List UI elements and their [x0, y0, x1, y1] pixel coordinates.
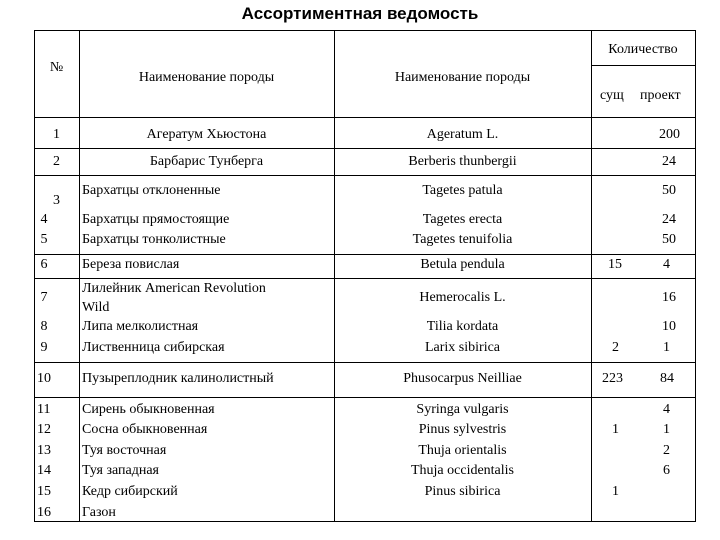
row-name-lat: Betula pendula	[420, 257, 505, 272]
row-name-ru: Туя западная	[82, 463, 159, 478]
row-project: 84	[660, 371, 674, 386]
row-project: 2	[663, 443, 670, 458]
row-num: 6	[40, 257, 48, 272]
header-project: проект	[640, 88, 681, 103]
row-name-ru: Агератум Хьюстона	[146, 127, 267, 142]
row-name-ru: Сосна обыкновенная	[82, 422, 208, 437]
row-existing: 223	[602, 371, 623, 386]
row-name-lat: Pinus sylvestris	[418, 422, 507, 437]
header-name-ru: Наименование породы	[138, 70, 275, 85]
row-name-ru: Бархатцы тонколистные	[82, 232, 226, 247]
row-name-lat: Hemerocalis L.	[419, 290, 506, 305]
row-project: 24	[662, 154, 676, 169]
row-name-ru: Липа мелколистная	[82, 319, 199, 334]
row-project: 6	[663, 463, 670, 478]
row-num: 10	[37, 371, 51, 386]
row-name-ru: Лиственница сибирская	[82, 340, 225, 355]
row-name-lat: Tagetes patula	[422, 183, 503, 198]
row-project: 24	[662, 212, 676, 227]
row-name-lat: Tagetes tenuifolia	[412, 232, 513, 247]
row-num: 15	[37, 484, 51, 499]
row-name-ru: Лилейник American Revolution	[82, 281, 266, 296]
row-name-lat: Larix sibirica	[424, 340, 501, 355]
row-name-lat: Thuja orientalis	[418, 443, 507, 458]
row-name-ru: Газон	[82, 505, 116, 520]
row-name-ru: Бархатцы отклоненные	[82, 183, 221, 198]
row-name-lat: Phusocarpus Neilliae	[403, 371, 522, 386]
row-num: 1	[53, 127, 60, 142]
row-num: 9	[40, 340, 48, 355]
row-project: 4	[663, 402, 670, 417]
row-num: 2	[53, 154, 60, 169]
row-num: 13	[37, 443, 51, 458]
row-num: 12	[37, 422, 51, 437]
row-existing: 1	[612, 484, 619, 499]
page-title: Ассортиментная ведомость	[241, 4, 479, 23]
row-name-ru: Сирень обыкновенная	[82, 402, 215, 417]
row-num: 3	[53, 193, 60, 208]
row-num: 5	[40, 232, 48, 247]
row-name-ru: Бархатцы прямостоящие	[82, 212, 230, 227]
row-project: 50	[662, 232, 676, 247]
row-existing: 1	[612, 422, 619, 437]
row-project: 200	[659, 127, 680, 142]
row-name-ru: Барбарис Тунберга	[149, 154, 264, 169]
row-num: 11	[37, 402, 51, 417]
row-project: 50	[662, 183, 676, 198]
row-num: 7	[40, 290, 48, 305]
row-name-lat: Ageratum L.	[426, 127, 499, 142]
header-num: №	[49, 60, 64, 75]
row-name-ru: Туя восточная	[82, 443, 167, 458]
header-quantity: Количество	[608, 42, 678, 57]
header-existing: сущ	[600, 88, 624, 103]
header-name-lat: Наименование породы	[394, 70, 531, 85]
row-project: 1	[663, 422, 670, 437]
row-name-ru: Пузыреплодник калинолистный	[82, 371, 274, 386]
row-num: 14	[37, 463, 51, 478]
row-name-lat: Tagetes erecta	[422, 212, 503, 227]
row-num: 8	[40, 319, 48, 334]
row-project: 4	[663, 257, 670, 272]
row-project: 10	[662, 319, 676, 334]
row-existing: 2	[612, 340, 619, 355]
row-name-ru: Береза повислая	[82, 257, 180, 272]
row-name-lat: Pinus sibirica	[424, 484, 501, 499]
row-name-ru-cont: Wild	[82, 300, 110, 315]
row-project: 16	[662, 290, 676, 305]
row-name-lat: Thuja occidentalis	[410, 463, 515, 478]
row-name-lat: Syringa vulgaris	[416, 402, 509, 417]
row-name-lat: Berberis thunbergii	[408, 154, 517, 169]
row-num: 4	[40, 212, 48, 227]
row-project: 1	[663, 340, 670, 355]
row-existing: 15	[608, 257, 622, 272]
row-name-ru: Кедр сибирский	[82, 484, 178, 499]
row-num: 16	[37, 505, 51, 520]
row-name-lat: Tilia kordata	[426, 319, 499, 334]
